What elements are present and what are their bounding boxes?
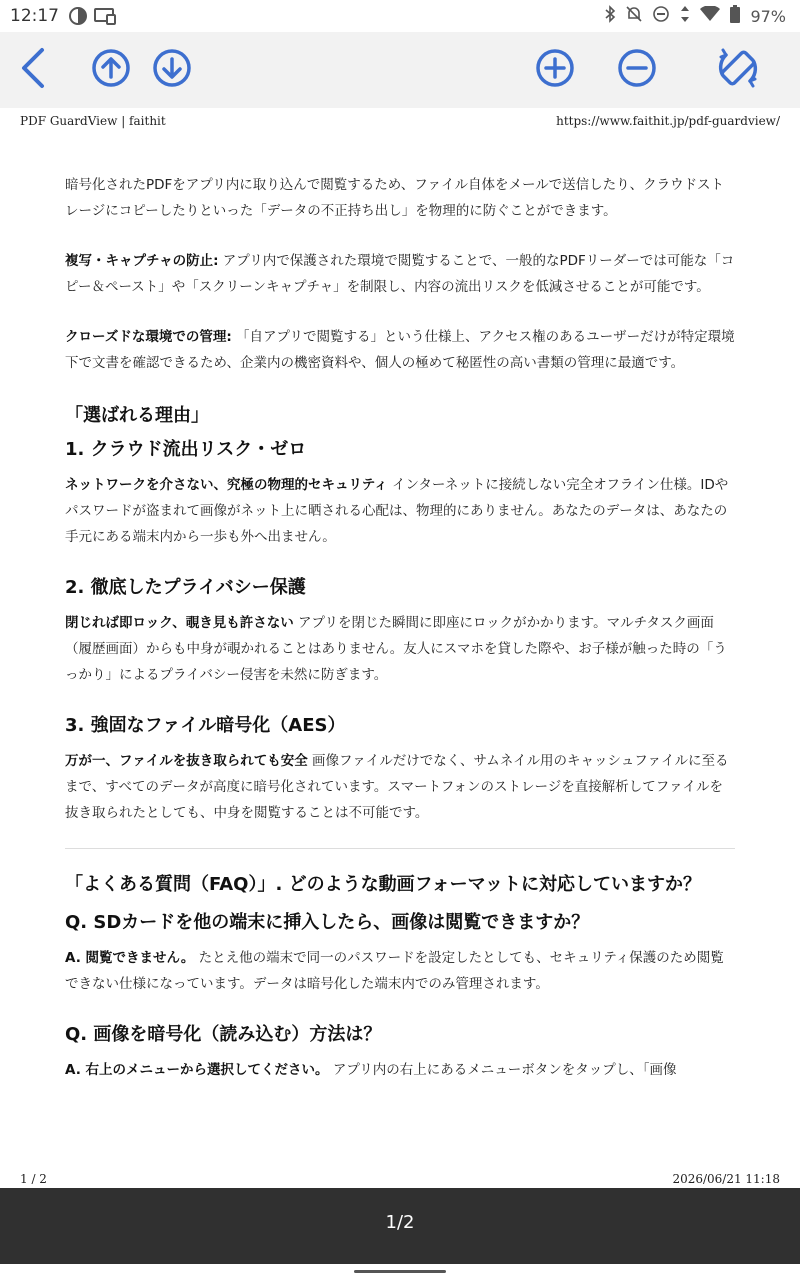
battery-level: 97% xyxy=(750,6,786,26)
reason-3-title: 3. 強固なファイル暗号化（AES） xyxy=(65,715,346,736)
reason-2-text: アプリを閉じた瞬間に即座にロックがかかります。マルチタスク画面（履歴画面）からも中身が覗かれることはありません。友人にスマホを貸した際や、お子様が触った時の「うっかり」によるプライバシー侵害を未然に防ぎます。 xyxy=(65,615,727,683)
faq-answer-1-text: たとえ他の端末で同一のパスワードを設定したとしても、セキュリティ保護のため閲覧できない仕様になっています。データは暗号化した端末内でのみ管理されます。 xyxy=(65,950,724,992)
page-indicator: 1/2 xyxy=(385,1212,415,1233)
reason-2-label: 閉じれば即ロック、覗き見も許さない xyxy=(65,615,294,631)
back-icon xyxy=(12,44,52,96)
reason-3-paragraph xyxy=(65,748,735,826)
faq-answer-2-text: アプリ内の右上にあるメニューボタンをタップし、「画像 xyxy=(328,1062,677,1078)
scroll-down-button[interactable] xyxy=(148,46,196,94)
faq-answer-1 xyxy=(65,945,735,997)
reason-2-paragraph xyxy=(65,610,735,688)
battery-icon xyxy=(730,5,740,27)
copy-protection-label: 複写・キャプチャの防止: xyxy=(65,253,219,269)
rotate-icon xyxy=(714,44,762,96)
reason-1-text: インターネットに接続しない完全オフライン仕様。IDやパスワードが盗まれて画像がネット上に晒される心配は、物理的にありません。あなたのデータは、あなたの手元にある端末内から一歩も外へ出ません。 xyxy=(65,477,729,545)
page-header-left: PDF GuardView | faithit xyxy=(20,114,166,128)
reason-1-label: ネットワークを介さない、究極の物理的セキュリティ xyxy=(65,477,388,493)
zoom-out-icon xyxy=(615,46,659,94)
reasons-heading: 「選ばれる理由」 xyxy=(65,405,209,426)
page-content xyxy=(65,172,735,1083)
faq-answer-2 xyxy=(65,1057,735,1083)
scroll-up-icon xyxy=(89,46,133,94)
rotate-button[interactable] xyxy=(714,46,762,94)
faq-answer-2-label: A. 右上のメニューから選択してください。 xyxy=(65,1062,329,1078)
reason-3-text: 画像ファイルだけでなく、サムネイル用のキャッシュファイルに至るまで、すべてのデータが高度に暗号化されています。スマートフォンのストレージを直接解析してファイルを抜き取られたとしても、中身を閲覧することは不可能です。 xyxy=(65,753,729,821)
faq-answer-1-label: A. 閲覧できません。 xyxy=(65,950,195,966)
page-header-url: https://www.faithit.jp/pdf-guardview/ xyxy=(556,114,780,128)
section-divider xyxy=(65,848,735,849)
zoom-in-button[interactable] xyxy=(531,46,579,94)
scroll-down-icon xyxy=(150,46,194,94)
pdf-page[interactable] xyxy=(0,108,800,1188)
reason-1-title: 1. クラウド流出リスク・ゼロ xyxy=(65,439,307,460)
do-not-disturb-icon xyxy=(652,5,670,27)
page-footer-date: 2026/06/21 11:18 xyxy=(672,1172,780,1186)
faq-heading: 「よくある質問（FAQ）」. どのような動画フォーマットに対応していますか？ xyxy=(65,874,701,895)
faq-question-1: Q. SDカードを他の端末に挿入したら、画像は閲覧できますか？ xyxy=(65,912,590,933)
cast-icon xyxy=(94,6,116,30)
page-footer-number: 1 / 2 xyxy=(20,1172,47,1186)
closed-environment-label: クローズドな環境での管理: xyxy=(65,329,232,345)
scroll-up-button[interactable] xyxy=(87,46,135,94)
reason-3-label: 万が一、ファイルを抜き取られても安全 xyxy=(65,753,308,769)
notifications-off-icon xyxy=(626,5,642,27)
bluetooth-icon xyxy=(604,5,616,27)
viewer-toolbar xyxy=(0,32,800,108)
zoom-out-button[interactable] xyxy=(613,46,661,94)
status-bar xyxy=(0,0,800,32)
status-time: 12:17 xyxy=(10,6,59,26)
copy-protection-text: アプリ内で保護された環境で閲覧することで、一般的なPDFリーダーでは可能な「コピー＆ペースト」や「スクリーンキャプチャ」を制限し、内容の流出リスクを低減させることが可能です。 xyxy=(65,253,735,295)
reason-2-title: 2. 徹底したプライバシー保護 xyxy=(65,577,306,598)
app-icon xyxy=(68,6,88,30)
page-indicator-bar xyxy=(0,1188,800,1264)
faq-question-2: Q. 画像を暗号化（読み込む）方法は？ xyxy=(65,1024,382,1045)
reason-1-paragraph xyxy=(65,472,735,550)
closed-environment-paragraph xyxy=(65,324,735,376)
intro-paragraph: 暗号化されたPDFをアプリ内に取り込んで閲覧するため、ファイル自体をメールで送信したり、クラウドストレージにコピーしたりといった「データの不正持ち出し」を物理的に防ぐことができます。 xyxy=(65,177,725,219)
copy-protection-paragraph xyxy=(65,248,735,300)
zoom-in-icon xyxy=(533,46,577,94)
data-arrows-icon xyxy=(680,5,690,27)
back-button[interactable] xyxy=(8,46,56,94)
wifi-icon xyxy=(700,6,720,26)
closed-environment-text: 「自アプリで閲覧する」という仕様上、アクセス権のあるユーザーだけが特定環境下で文書を確認できるため、企業内の機密資料や、個人の極めて秘匿性の高い書類の管理に最適です。 xyxy=(65,329,735,371)
gesture-handle[interactable] xyxy=(354,1270,446,1273)
